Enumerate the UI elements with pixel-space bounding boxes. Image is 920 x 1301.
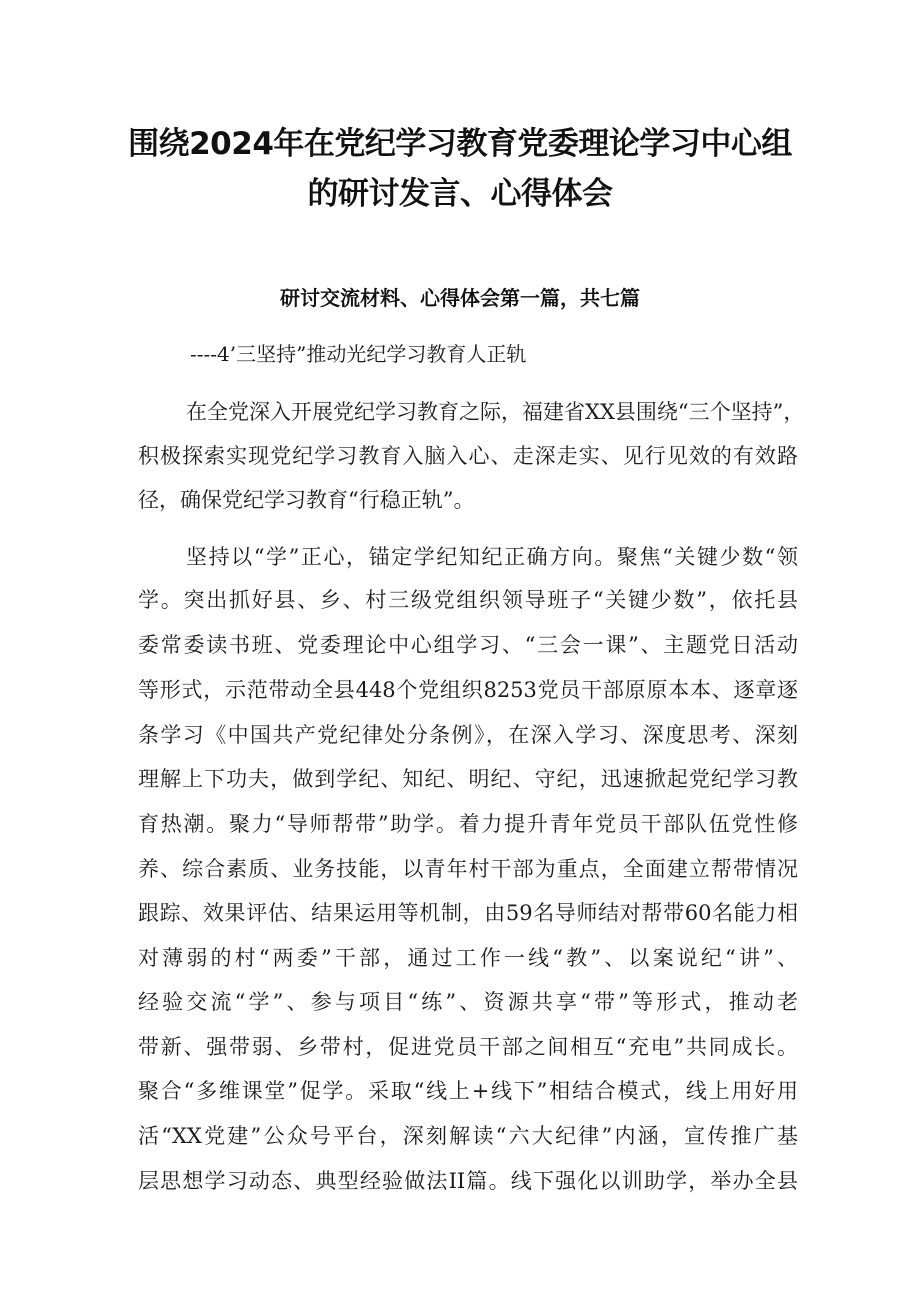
document-title-line-1: 围绕2024年在党纪学习教育党委理论学习中心组 <box>128 126 792 162</box>
paragraph-2-line: 学。突出抓好县、乡、村三级党组织领导班子“关键少数”，依托县 <box>138 588 798 612</box>
paragraph-1-line: 积极探索实现党纪学习教育入脑入心、走深走实、见行见效的有效路 <box>138 444 798 468</box>
paragraph-2-line: 育热潮。聚力“导师帮带”助学。着力提升青年党员干部队伍党性修 <box>138 812 798 836</box>
paragraph-2-line: 聚合“多维课堂”促学。采取“线上+线下”相结合模式，线上用好用 <box>138 1079 798 1103</box>
paragraph-2-line: 跟踪、效果评估、结果运用等机制，由59名导师结对帮带60名能力相 <box>138 901 798 925</box>
paragraph-2-line: 条学习《中国共产党纪律处分条例》，在深入学习、深度思考、深刻 <box>138 723 798 747</box>
paragraph-2-line: 经验交流“学”、参与项目“练”、资源共享“带”等形式，推动老 <box>138 990 798 1014</box>
paragraph-1-line: 径，确保党纪学习教育“行稳正轨”。 <box>138 488 475 512</box>
paragraph-2-line: 养、综合素质、业务技能，以青年村干部为重点，全面建立帮带情况 <box>138 857 798 881</box>
document-title-line-2: 的研讨发言、心得体会 <box>307 176 613 212</box>
paragraph-2-line: 等形式，示范带动全县448个党组织8253党员干部原原本本、逐章逐 <box>138 678 798 702</box>
paragraph-2-line: 带新、强带弱、乡带村，促进党员干部之间相互“充电”共同成长。 <box>138 1035 798 1059</box>
document-subtitle: 研讨交流材料、心得体会第一篇，共七篇 <box>280 286 640 310</box>
paragraph-2-line: 活“XX党建”公众号平台，深刻解读“六大纪律”内涵，宣传推广基 <box>138 1124 798 1148</box>
paragraph-2-line: 对薄弱的村“两委”干部，通过工作一线“教”、以案说纪“讲”、 <box>138 946 798 970</box>
paragraph-2-line: 层思想学习动态、典型经验做法II篇。线下强化以训助学，举办全县 <box>138 1169 798 1193</box>
paragraph-1-line: 在全党深入开展党纪学习教育之际，福建省XX县围绕“三个坚持”， <box>186 400 805 424</box>
section-heading: ----4’三坚持”推动光纪学习教育人正轨 <box>190 342 527 366</box>
paragraph-2-line: 委常委读书班、党委理论中心组学习、“三会一课”、主题党日活动 <box>138 633 798 657</box>
paragraph-2-line: 理解上下功夫，做到学纪、知纪、明纪、守纪，迅速掀起党纪学习教 <box>138 767 798 791</box>
paragraph-2-line: 坚持以“学”正心，锚定学纪知纪正确方向。聚焦“关键少数“领 <box>186 545 798 569</box>
